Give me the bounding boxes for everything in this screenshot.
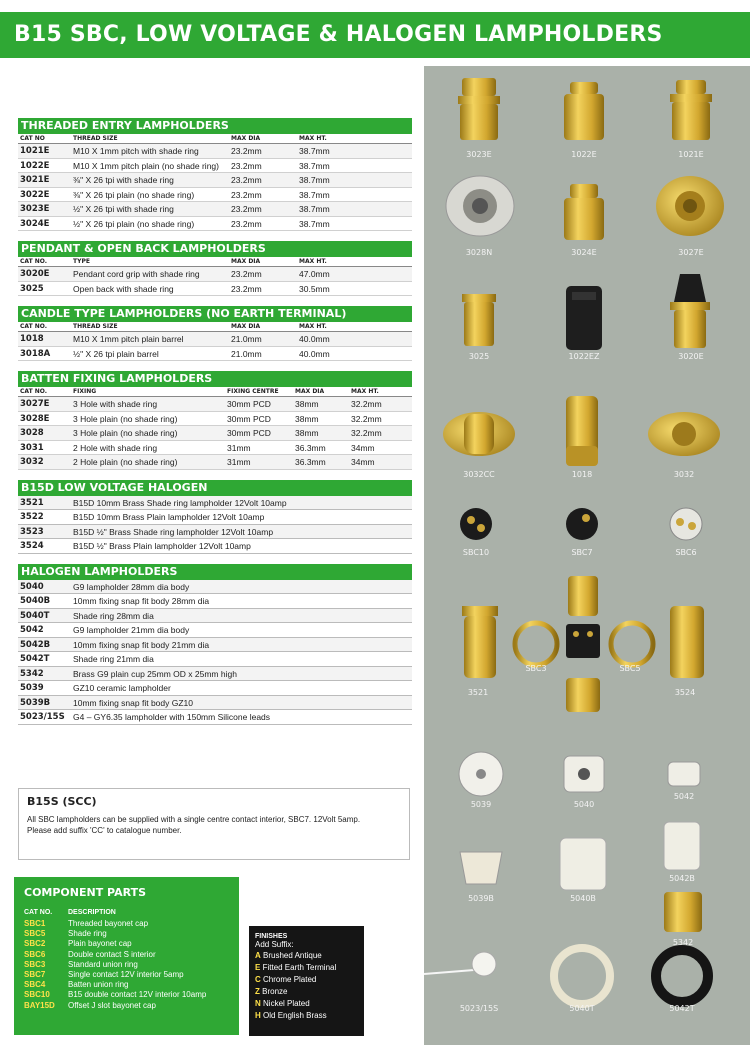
list-item: SBC5 Shade ring — [24, 929, 107, 939]
table-row: 3031 2 Hole with shade ring 31mm 36.3mm 34mm — [18, 441, 412, 456]
list-item: SBC1 Threaded bayonet cap — [24, 919, 149, 928]
table-body — [18, 267, 412, 296]
list-item: SBC7 Single contact 12V interior 5amp — [24, 970, 184, 980]
section-title: CANDLE TYPE LAMPHOLDERS (NO EARTH TERMINAL) — [18, 306, 412, 322]
lampholder-3032cc-icon — [443, 412, 515, 456]
table-row: 3025 Open back with shade ring 23.2mm 30.5mm — [18, 282, 412, 297]
component-parts-title: COMPONENT PARTS — [24, 886, 147, 899]
list-item: Z Bronze — [255, 987, 288, 996]
list-item: A Brushed Antique — [255, 951, 322, 960]
list-item: SBC4 Batten union ring — [24, 980, 129, 990]
table-row: 5023/15S G4 – GY6.35 lampholder with 150mm Silicone leads — [18, 710, 412, 725]
list-item: SBC2 Plain bayonet cap — [24, 939, 132, 949]
photo-label: 5342 — [672, 938, 694, 947]
bayonet-cap-sbc1-icon — [568, 576, 598, 616]
section-title: B15D LOW VOLTAGE HALOGEN — [18, 480, 412, 496]
photo-label: 1018 — [571, 470, 593, 479]
section-title: HALOGEN LAMPHOLDERS — [18, 564, 412, 580]
candle-section — [18, 306, 412, 361]
table-body — [18, 580, 412, 725]
table-row: 5040B 10mm fixing snap fit body 28mm dia — [18, 594, 412, 609]
photo-label: 3032CC — [463, 470, 495, 479]
finishes-subtitle: Add Suffix: — [255, 940, 294, 949]
component-parts-panel — [14, 877, 239, 1035]
photo-label: 3032 — [673, 470, 695, 479]
scc-line-2: Please add suffix 'CC' to catalogue number. — [27, 826, 182, 835]
table-body — [18, 496, 412, 554]
photo-label: 1022E — [571, 150, 597, 159]
list-item: SBC10 B15 double contact 12V interior 10amp — [24, 990, 207, 1000]
product-photo-panel — [424, 66, 750, 1045]
halogen-5039-icon — [459, 752, 503, 796]
halogen-5042-icon — [668, 762, 700, 786]
photo-label: 5040B — [570, 894, 596, 903]
table-row: 5040T Shade ring 28mm dia — [18, 609, 412, 624]
list-item: SBC6 Double contact S interior — [24, 949, 156, 959]
photo-label: SBC10 — [462, 548, 490, 557]
photo-label: 5039B — [468, 894, 494, 903]
section-title: PENDANT & OPEN BACK LAMPHOLDERS — [18, 241, 412, 257]
cup-5342-icon — [664, 892, 702, 932]
table-row: 3027E 3 Hole with shade ring 30mm PCD 38mm 32.2mm — [18, 397, 412, 412]
table-row: 1018 M10 X 1mm pitch plain barrel 21.0mm 40.0mm — [18, 332, 412, 347]
lampholder-3028n-icon — [446, 176, 514, 236]
photo-label: 3521 — [467, 688, 489, 697]
lampholder-3025-icon — [462, 294, 496, 346]
table-row: 3028 3 Hole plain (no shade ring) 30mm PCD 38mm 32.2mm — [18, 426, 412, 441]
table-row: 3021E ⅜" X 26 tpi with shade ring 23.2mm 38.7mm — [18, 173, 412, 188]
photo-label: SBC6 — [675, 548, 697, 557]
photo-label: 1022EZ — [568, 352, 600, 361]
finishes-panel — [249, 926, 364, 1036]
table-row: 3028E 3 Hole plain (no shade ring) 30mm PCD 38mm 32.2mm — [18, 412, 412, 427]
table-row: 3524 B15D ½" Brass Plain lampholder 12Volt 10amp — [18, 539, 412, 554]
photo-label: 1021E — [678, 150, 704, 159]
section-title: BATTEN FIXING LAMPHOLDERS — [18, 371, 412, 387]
photo-label: 5042 — [673, 792, 695, 801]
table-row: 3018A ½" X 26 tpi plain barrel 21.0mm 40.0mm — [18, 347, 412, 362]
table-row: 1021E M10 X 1mm pitch with shade ring 23.2mm 38.7mm — [18, 144, 412, 159]
lampholder-3032-icon — [648, 412, 720, 456]
left-column — [18, 118, 412, 735]
table-row: 3024E ½" X 26 tpi plain (no shade ring) 23.2mm 38.7mm — [18, 217, 412, 232]
scc-title: B15S (SCC) — [27, 795, 97, 808]
lampholder-3023e-icon — [458, 78, 500, 140]
body-5042b-icon — [664, 822, 700, 870]
table-row: 3522 B15D 10mm Brass Plain lampholder 12Volt 10amp — [18, 510, 412, 525]
shade-ring-sbc3-icon — [515, 623, 557, 665]
lampholder-1022e-icon — [564, 82, 604, 140]
batten-section — [18, 371, 412, 470]
pendant-section — [18, 241, 412, 296]
table-row: 3022E ⅜" X 26 tpi plain (no shade ring) 23.2mm 38.7mm — [18, 188, 412, 203]
photo-label: 5040T — [569, 1004, 595, 1013]
lampholder-3521-icon — [462, 606, 498, 678]
photo-label: 3524 — [674, 688, 696, 697]
lampholder-3524-icon — [670, 606, 704, 678]
column-headers: CAT NO. FIXING FIXING CENTRE MAX DIA MAX HT. — [18, 387, 412, 397]
table-row: 3023E ½" X 26 tpi with shade ring 23.2mm 38.7mm — [18, 202, 412, 217]
halogen-5040-icon — [564, 756, 604, 792]
photo-label: 3024E — [571, 248, 597, 257]
column-headers: CAT NO. TYPE MAX DIA MAX HT. — [18, 257, 412, 267]
table-row: 3523 B15D ½" Brass Shade ring lampholder 12Volt 10amp — [18, 525, 412, 540]
column-headers: CAT NO THREAD SIZE MAX DIA MAX HT. — [18, 134, 412, 144]
photo-label: 5039 — [470, 800, 492, 809]
shade-ring-sbc5-icon — [611, 623, 653, 665]
interior-sbc6-icon — [670, 508, 702, 540]
photo-label: 5040 — [573, 800, 595, 809]
halogen-section — [18, 564, 412, 725]
table-row: 3020E Pendant cord grip with shade ring 23.2mm 47.0mm — [18, 267, 412, 282]
photo-label: SBC7 — [571, 548, 593, 557]
table-row: 1022E M10 X 1mm pitch plain (no shade ring) 23.2mm 38.7mm — [18, 159, 412, 174]
body-5040b-icon — [560, 838, 606, 890]
union-ring-icon — [566, 678, 600, 712]
list-item: N Nickel Plated — [255, 999, 310, 1008]
table-row: 5039 GZ10 ceramic lampholder — [18, 681, 412, 696]
list-item: E Fitted Earth Terminal — [255, 963, 337, 972]
shade-ring-5042t-icon — [656, 950, 708, 1002]
threaded-entry-section — [18, 118, 412, 231]
table-row: 5040 G9 lampholder 28mm dia body — [18, 580, 412, 595]
table-body — [18, 144, 412, 231]
lampholder-1021e-icon — [670, 80, 712, 140]
shade-ring-5040t-icon — [554, 948, 610, 1004]
table-body — [18, 397, 412, 470]
list-item: C Chrome Plated — [255, 975, 317, 984]
table-row: 5042B 10mm fixing snap fit body 21mm dia — [18, 638, 412, 653]
photo-label: SBC5 — [619, 664, 641, 673]
list-item: BAY15D Offset J slot bayonet cap — [24, 1000, 156, 1010]
table-row: 5039B 10mm fixing snap fit body GZ10 — [18, 696, 412, 711]
lampholder-3020e-icon — [670, 274, 710, 348]
interior-sbc10-icon — [460, 508, 492, 540]
photo-label: 3023E — [466, 150, 492, 159]
table-row: 5042 G9 lampholder 21mm dia body — [18, 623, 412, 638]
lampholder-3027e-icon — [656, 176, 724, 236]
table-row: 5042T Shade ring 21mm dia — [18, 652, 412, 667]
section-title: THREADED ENTRY LAMPHOLDERS — [18, 118, 412, 134]
photo-label: SBC3 — [525, 664, 547, 673]
finishes-title: FINISHES — [255, 933, 288, 940]
interior-exploded-icon — [566, 624, 600, 658]
table-row: 3032 2 Hole plain (no shade ring) 31mm 36.3mm 34mm — [18, 455, 412, 470]
table-row: 3521 B15D 10mm Brass Shade ring lampholder 12Volt 10amp — [18, 496, 412, 511]
page-title: B15 SBC, LOW VOLTAGE & HALOGEN LAMPHOLDERS — [0, 12, 750, 58]
list-item: H Old English Brass — [255, 1011, 327, 1020]
photo-label: 3025 — [468, 352, 490, 361]
photo-label: 3028N — [465, 248, 493, 257]
photo-label: 3027E — [678, 248, 704, 257]
photo-label: 5042T — [669, 1004, 695, 1013]
halogen-5023-15s-icon — [424, 952, 496, 976]
table-body — [18, 332, 412, 361]
interior-sbc7-icon — [566, 508, 598, 540]
table-row: 5342 Brass G9 plain cup 25mm OD x 25mm high — [18, 667, 412, 682]
list-item: SBC3 Standard union ring — [24, 959, 138, 969]
body-5039b-icon — [460, 852, 502, 884]
scc-line-1: All SBC lampholders can be supplied with a single centre contact interior, SBC7. 12Volt 5amp. — [27, 815, 361, 824]
lampholder-1018-icon — [566, 396, 598, 466]
lampholder-1022ez-icon — [566, 286, 602, 350]
scc-note-box — [18, 788, 410, 860]
lampholder-3024e-icon — [564, 184, 604, 240]
photo-label: 5023/15S — [459, 1004, 499, 1013]
column-headers: CAT NO. THREAD SIZE MAX DIA MAX HT. — [18, 322, 412, 332]
photo-label: 3020E — [678, 352, 704, 361]
component-headers: CAT NO. DESCRIPTION — [24, 909, 116, 916]
low-voltage-halogen-section — [18, 480, 412, 554]
photo-label: 5042B — [669, 874, 695, 883]
